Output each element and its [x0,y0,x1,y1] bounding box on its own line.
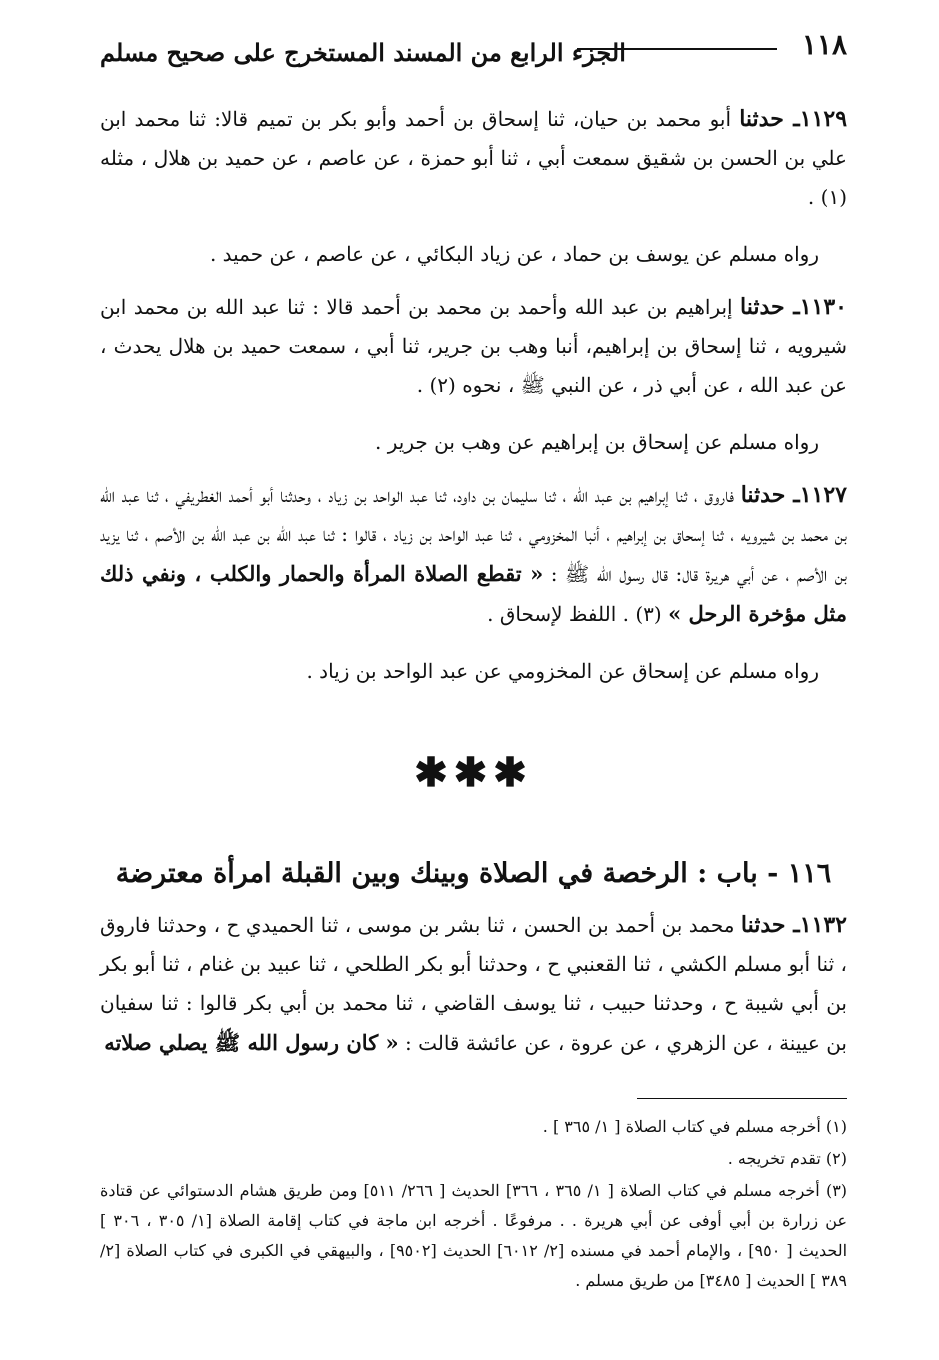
hadith-text: محمد بن أحمد بن الحسن ، ثنا بشر بن موسى ، ثنا الحميدي ح ، وحدثنا فاروق ، ثنا أبو مسلم الكشي ، ثنا القعنبي ح ، وحدثنا أبو بكر الطلحي ، ثنا عبيد بن غنام ، ثنا أبو بكر بن أبي شيبة ح ، وحدثنا حبيب ، ثنا يوسف القاضي ، ثنا محمد بن أبي بكر قالوا : ثنا سفيان بن عيينة ، عن الزهري ، عن عروة ، عن عائشة قالت : [100,913,847,1055]
chapter-title: ١١٦ - باب : الرخصة في الصلاة وبينك وبين القبلة امرأة معترضة [115,858,832,889]
riwaya-line: رواه مسلم عن إسحاق عن المخزومي عن عبد الواحد بن زياد . [306,659,819,683]
hadith-keyword: ـ حدثنا [740,482,800,508]
footnote-rule [637,1098,847,1099]
hadith-number: ١١٢٧ [799,482,847,508]
hadith-quote: « تقطع الصلاة المرأة والحمار والكلب ، ونفي ذلك مثل مؤخرة الرحل » [100,561,847,626]
main-text [100,100,847,1063]
hadith-1127 [100,476,847,634]
footnote-2: (٢) تقدم تخريجه . [727,1149,847,1168]
page-number: ١١٨ [801,28,847,61]
hadith-keyword: ـ حدثنا [739,106,800,132]
hadith-quote: « كان رسول الله ﷺ يصلي صلاته [104,1030,399,1055]
hadith-text-end: (٣) . اللفظ لإسحاق . [487,602,669,626]
hadith-1130 [100,288,847,405]
footnote-3: (٣) أخرجه مسلم في كتاب الصلاة [ ١/ ٣٦٥ ، ٣٦٦] الحديث [ ٢٦٦/ ٥١١] ومن طريق هشام الدستوائي عن قتادة عن زرارة بن أبي أوفى عن أبي هريرة . . مرفوعًا . أخرجه ابن ماجة في كتاب إقامة الصلاة [١/ ٣٠٥ ، ٣٠٦ ] الحديث [ ٩٥٠] ، والإمام أحمد في مسنده [٢/ ٦٠١٢] الحديث [٩٥٠٢] ، والبيهقي في الكبرى في كتاب الصلاة [٢/ ٣٨٩ ] الحديث [ ٣٤٨٥] من طريق مسلم . [100,1181,848,1290]
running-title: الجزء الرابع من المسند المستخرج على صحيح مسلم [100,38,626,67]
riwaya-line: رواه مسلم عن يوسف بن حماد ، عن زياد البكائي ، عن عاصم ، عن حميد . [209,242,819,266]
footnote-1: (١) أخرجه مسلم في كتاب الصلاة [ ١/ ٣٦٥ ] . [542,1117,847,1136]
hadith-number: ١١٣٠ [799,294,847,320]
hadith-text: إبراهيم بن عبد الله وأحمد بن محمد بن أحمد قالا : ثنا عبد الله بن محمد ابن شيرويه ، ثنا إسحاق بن إبراهيم، أنبا وهب بن جرير، ثنا أبي ، سمعت حميد بن هلال يحدث ، عن عبد الله ، عن أبي ذر ، عن النبي ﷺ ، نحوه (٢) . [100,295,847,397]
page-header [100,28,847,72]
hadith-1132 [100,906,847,1063]
hadith-text: فاروق ، ثنا إبراهيم بن عبد الله ، ثنا سليمان بن داود، ثنا عبد الواحد بن زياد ، وحدثنا أبو أحمد الغطريفي ، ثنا عبد الله بن محمد بن شيرويه ، ثنا إسحاق بن إبراهيم ، أنبا المخزومي ، ثنا عبد الواحد بن زياد ، قالوا : ثنا عبد الله بن عبد الله بن الأصم ، ثنا يزيد بن الأصم ، عن أبي هريرة قال: قال رسول الله ﷺ : [100,483,847,586]
footnotes [100,1110,847,1298]
hadith-text: أبو محمد بن حيان، ثنا إسحاق بن أحمد وأبو بكر بن تميم قالا: ثنا محمد ابن علي بن الحسن بن شقيق سمعت أبي ، ثنا أبو حمزة ، عن عاصم ، عن حميد بن هلال ، مثله (١) . [100,107,847,209]
section-divider-stars: ✱✱✱ [414,749,533,796]
riwaya-line: رواه مسلم عن إسحاق بن إبراهيم عن وهب بن جرير . [375,430,819,454]
hadith-1129 [100,100,847,217]
hadith-keyword: ـ حدثنا [740,912,800,938]
hadith-number: ١١٢٩ [799,106,848,132]
hadith-number: ١١٣٢ [799,912,847,938]
hadith-keyword: ـ حدثنا [739,294,800,320]
